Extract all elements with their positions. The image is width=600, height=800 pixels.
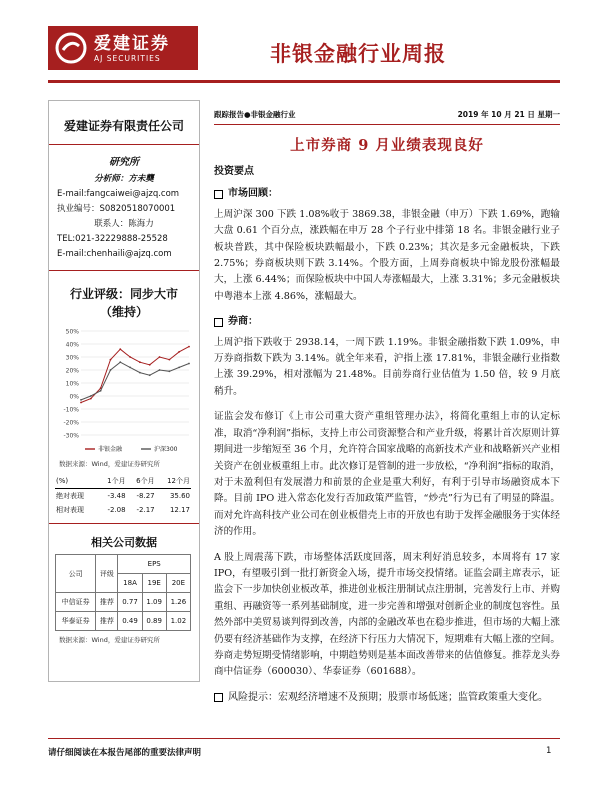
data-point [129,356,131,358]
broker-heading [214,314,560,330]
table-cell: 12.17 [169,506,190,514]
data-point [149,364,151,366]
square-bullet-icon [214,318,223,327]
industry-rating [49,285,199,321]
table-row [56,593,191,612]
report-title: 非银金融行业周报 [270,41,446,66]
y-tick-label: -20% [63,419,79,427]
data-point [100,390,102,392]
data-point [110,359,112,361]
csrc-paragraph: 证监会发布修订《上市公司重大资产重组管理办法》，将简化重组上市的认定标准，取消“净利润”指标，支持上市公司资源整合和产业升级，将累计首次原则计算期间进一步缩短至 36 个月，允许符合国家战略的高新技术产业和战略新兴产业相关资产在创业板重组上市。此次修订是管制的进一步放松，“净利润”指标的取消，对于未盈利但有发展潜力和前景的企业是重大利好，有利于引导市场融资成本下降。目前 IPO 进入常态化发行否加政策严监管，“炒壳”行为已有了明显的降温。而对允许高科技产业公司在创业板借壳上市的开放也有助于发挥金融服务于实体经济的作用。 [214,411,560,538]
data-point [168,370,170,372]
table-cell: -2.17 [136,506,155,514]
data-point [159,369,161,371]
table-cell: -3.48 [107,492,126,500]
table-row [55,489,191,504]
series-line [81,362,189,400]
breadcrumb: 跟踪报告●非银金融行业 [214,110,296,119]
table-header-cell: 18A [118,574,142,593]
performance-chart-svg [55,325,193,457]
related-companies-title: 相关公司数据 [91,536,157,549]
table-cell: 1.02 [166,612,190,631]
contact-tel: TEL:021-32229888-25528 [57,234,168,244]
brand-mark-icon [54,31,88,65]
report-meta [214,109,560,120]
y-tick-label: 20% [65,367,79,375]
table-cell: 推荐 [96,593,118,612]
y-tick-label: 50% [65,328,79,336]
data-point [188,363,190,365]
table-header-cell: EPS [118,555,191,574]
broker-paragraph: 上周沪指下跌收于 2938.14，一周下跌 1.19%。非银金融指数下跌 1.09%，申万券商指数下跌为 3.14%。就全年来看，沪指上涨 17.81%，非银金融行业指数上涨 39.29%，相对涨幅为 21.48%。目前券商行业估值为 1.50 倍，较 9 月底稍升。 [214,336,560,397]
table-cell: 35.60 [169,492,190,500]
data-point [90,398,92,400]
report-date: 2019 年 10 月 21 日 星期一 [457,110,560,119]
contact-line: 联系人：陈海力 [94,219,154,229]
table-header-row [56,555,191,574]
table-header-cell: 20E [166,574,190,593]
table-cell: 华泰证券 [56,612,96,631]
risk-warning [214,690,560,706]
y-tick-label: 10% [65,380,79,388]
data-point [90,395,92,397]
table-cell: 1.09 [142,593,166,612]
performance-table [55,474,191,517]
brand-logo [48,26,198,70]
table-header-cell: 1个月 [98,474,127,489]
divider [49,523,199,524]
market-review-heading-text: 市场回顾： [228,188,278,200]
data-point [110,369,112,371]
table-cell: 0.77 [118,593,142,612]
table-cell: 相对表现 [56,506,84,514]
table-cell: 推荐 [96,612,118,631]
brand-name-en: AJ SECURITIES [94,53,161,63]
table-row [55,503,191,517]
table-header-cell: 6个月 [127,474,156,489]
data-point [168,359,170,361]
performance-chart [55,325,193,457]
data-point [80,399,82,401]
divider [49,144,199,145]
table-header-cell: 19E [142,574,166,593]
analyst-line: 分析师：方未龑 [94,174,154,184]
legal-disclaimer-link[interactable]: 请仔细阅读在本报告尾部的重要法律声明 [48,748,202,758]
license-number: 执业编号：S0820518070001 [57,204,176,214]
market-review-paragraph: 上周沪深 300 下跌 1.08%收于 3869.38，非银金融（申万）下跌 1.69%，跑输大盘 0.61 个百分点，涨跌幅在申万 28 个子行业中排第 18 名。非银金融行业子板块普跌，其中保险板块跌幅最小，下跌 0.23%；其次是多元金融板块，下跌 2.75%；券商板块则下跌 3.14%。个股方面，上周券商板块中锦龙股份涨幅最大，上涨 6.44%；而保险板块中中国人寿涨幅最大，上涨 3.31%；多元金融板块中粤港本上涨 4.86%，涨幅最大。 [214,208,560,302]
table-cell: 中信证券 [56,593,96,612]
brand-name-cn: 爱建证券 [94,33,170,54]
table-cell: 绝对表现 [56,492,84,500]
data-point [119,361,121,363]
company-name: 爱建证券有限责任公司 [63,119,184,133]
table-cell: 1.26 [166,593,190,612]
contact-email: E-mail:chenhaili@ajzq.com [57,249,172,259]
data-point [159,356,161,358]
main-content [214,164,560,710]
table-cell: -8.27 [136,492,155,500]
divider [214,124,560,125]
table-header-cell: 12个月 [156,474,191,489]
data-point [80,402,82,404]
risk-warning-text: 风险提示：宏观经济增速不及预期；股票市场低迷；监管政策重大变化。 [228,691,548,703]
analyst-email: E-mail:fangcaiwei@ajzq.com [57,189,180,199]
y-tick-label: 40% [65,341,79,349]
series-line [81,347,189,403]
square-bullet-icon [214,693,223,702]
chart-source-note: 数据来源：Wind，爱建证券研究所 [59,460,160,468]
table-cell: 0.89 [142,612,166,631]
y-tick-label: -10% [63,406,79,414]
company-data-table [55,554,191,631]
page-number: 1 [546,746,552,756]
table-header-row [55,474,191,489]
y-tick-label: 0% [69,393,79,401]
data-point [139,372,141,374]
data-point [178,351,180,353]
article-title: 上市券商 9 月业绩表现良好 [290,137,484,154]
market-review-heading [214,186,560,202]
a-share-paragraph: A 股上周震荡下跌，市场整体活跃度回落，周末利好消息较多，本周将有 17 家 IPO，有望吸引到一批打新资金入场，提升市场交投情绪。证监会副主席表示，证监会下一步加快创业板改革，推进创业板注册制试点注册制，完善发行上市、并购重组、再融资等一系列基础制度，进一步完善和增强对创新企业的制度包容性。虽然外部中美贸易谈判得到改善，内部的金融改革也在稳步推进，但市场的大幅上涨仍要有经济基础作为支撑，在经济下行压力大情况下，短期难有大幅上涨的空间。券商走势短期受情绪影响，中期趋势则是基本面改善带来的估值修复。推荐龙头券商中信证券（600030）、华泰证券（601688）。 [214,551,560,678]
table-header-cell: (%) [55,474,98,489]
data-point [139,361,141,363]
table-cell: -2.08 [107,506,126,514]
table-header-cell: 评级 [96,555,118,593]
legend-label: 沪深300 [154,446,178,453]
data-point [188,346,190,348]
sidebar [48,100,200,682]
data-point [178,367,180,369]
header-rule [48,80,560,83]
y-tick-label: 30% [65,354,79,362]
square-bullet-icon [214,190,223,199]
y-tick-label: -30% [63,432,79,440]
data-point [149,374,151,376]
legend-label: 非银金融 [98,446,123,453]
table-cell: 0.49 [118,612,142,631]
data-point [129,367,131,369]
department: 研究所 [109,157,139,168]
table-row [56,612,191,631]
rating-line-2: （维持） [99,305,148,319]
table-header-cell: 公司 [56,555,96,593]
rating-line-1: 行业评级：同步大市 [69,287,178,301]
footer-rule [48,738,560,739]
table-source-note: 数据来源：Wind，爱建证券研究所 [59,636,160,644]
divider [49,270,199,271]
data-point [119,348,121,350]
key-points-heading: 投资要点 [214,166,254,177]
broker-heading-text: 券商： [228,316,258,328]
